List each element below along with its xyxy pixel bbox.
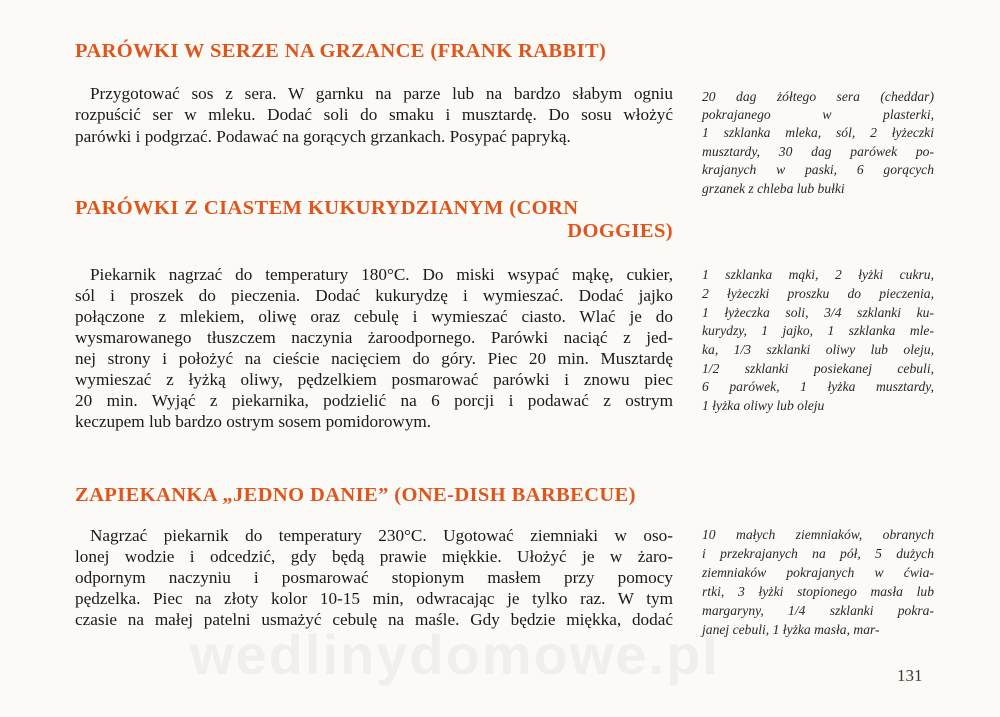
recipe-title-one-dish-barbecue: ZAPIEKANKA „JEDNO DANIE” (ONE-DISH BARBECUE) [75,484,636,506]
recipe-text-line: Przygotować sos z sera. W garnku na parze lub na bardzo słabym ogniu [90,84,673,103]
ingredient-line: margaryny, 1/4 szklanki pokra- [702,603,934,618]
recipe-text-line: parówki i podgrzać. Podawać na gorących grzankach. Posypać papryką. [75,127,571,146]
recipe-text-line: odpornym naczyniu i posmarować stopionym masłem przy pomocy [75,568,673,587]
recipe-text-line: wysmarowanego tłuszczem naczynia żaroodpornego. Parówki naciąć z jed- [75,328,673,347]
ingredient-line: 2 łyżeczki proszku do pieczenia, [702,286,934,301]
ingredient-line: krajanych w paski, 6 gorących [702,162,934,177]
recipe-title-frank-rabbit: PARÓWKI W SERZE NA GRZANCE (FRANK RABBIT) [75,40,607,62]
page-number: 131 [897,666,923,685]
ingredient-line: musztardy, 30 dag parówek po- [702,144,934,159]
ingredient-line: 1 łyżeczka soli, 3/4 szklanki ku- [702,305,934,320]
recipe-text-line: rozpuścić ser w mleku. Dodać soli do smaku i musztardę. Do sosu włożyć [75,105,673,124]
recipe-text-line: pędzelka. Piec na złoty kolor 10-15 min, odwracając je tylko raz. W tym [75,589,673,608]
recipe-text-line: nej strony i położyć na cieście nacięciem do góry. Piec 20 min. Musztardę [75,349,673,368]
ingredient-line: 1/2 szklanki posiekanej cebuli, [702,361,934,376]
ingredient-line: ka, 1/3 szklanki oliwy lub oleju, [702,342,934,357]
ingredient-line: 1 szklanka mąki, 2 łyżki cukru, [702,267,934,282]
ingredient-line: 10 małych ziemniaków, obranych [702,527,934,542]
recipe-title-corn-doggies-cont: DOGGIES) [567,220,673,242]
recipe-text-line: czasie na małej patelni usmażyć cebulę na maśle. Gdy będzie miękka, dodać [75,610,673,629]
ingredient-line: rtki, 3 łyżki stopionego masła lub [702,584,934,599]
ingredient-line: pokrajanego w plasterki, [702,107,934,122]
ingredient-line: 1 szklanka mleka, sól, 2 łyżeczki [702,125,934,140]
ingredient-line: janej cebuli, 1 łyżka masła, mar- [702,622,880,637]
recipe-title-corn-doggies: PARÓWKI Z CIASTEM KUKURYDZIANYM (CORN [75,197,579,219]
ingredient-line: 20 dag żółtego sera (cheddar) [702,89,934,104]
recipe-text-line: 20 min. Wyjąć z piekarnika, podzielić na 6 porcji i podawać z ostrym [75,391,673,410]
recipe-text-line: sól i proszek do pieczenia. Dodać kukurydzę i wymieszać. Dodać jajko [75,286,673,305]
ingredient-line: ziemniaków pokrajanych w ćwia- [702,565,934,580]
recipe-text-line: Nagrzać piekarnik do temperatury 230°C. Ugotować ziemniaki w oso- [90,526,673,545]
recipe-text-line: połączone z mlekiem, oliwę oraz cebulę i wymieszać ciasto. Wlać je do [75,307,673,326]
ingredient-line: grzanek z chleba lub bułki [702,181,845,196]
watermark: wedlinydomowe.pl [190,623,720,686]
recipe-text-line: wymieszać z łyżką oliwy, pędzelkiem posmarować parówki i znowu piec [75,370,673,389]
ingredient-line: 6 parówek, 1 łyżka musztardy, [702,379,934,394]
ingredient-line: 1 łyżka oliwy lub oleju [702,398,825,413]
ingredient-line: kurydzy, 1 jajko, 1 szklanka mle- [702,323,934,338]
recipe-text-line: keczupem lub bardzo ostrym sosem pomidorowym. [75,412,432,431]
ingredient-line: i przekrajanych na pół, 5 dużych [702,546,934,561]
recipe-text-line: Piekarnik nagrzać do temperatury 180°C. Do miski wsypać mąkę, cukier, [90,265,673,284]
recipe-text-line: lonej wodzie i odcedzić, gdy będą prawie miękkie. Ułożyć je w żaro- [75,547,673,566]
